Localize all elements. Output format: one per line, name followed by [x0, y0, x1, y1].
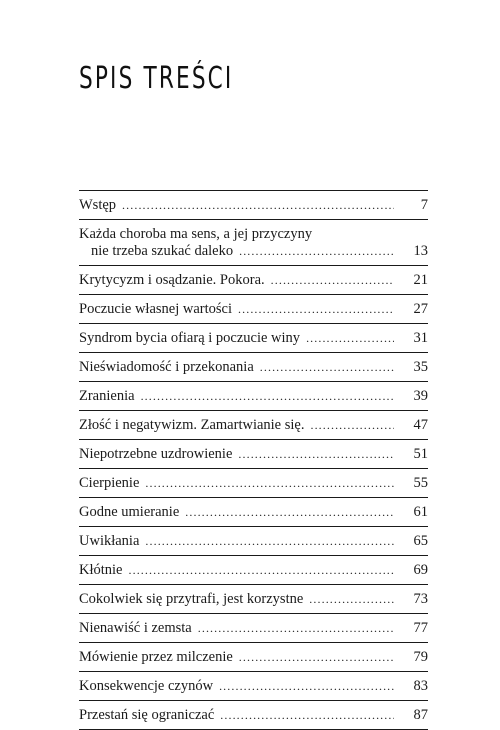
toc-entry-page: 87 [413, 707, 428, 723]
toc-entry-title: Nieświadomość i przekonania [79, 359, 254, 375]
toc-entry [79, 469, 428, 498]
toc-entry [79, 190, 428, 220]
toc-entry-page: 83 [413, 678, 428, 694]
toc-entry-title: Mówienie przez milczenie [79, 649, 233, 665]
toc-entry-page: 61 [413, 504, 428, 520]
toc-leader-dots [271, 272, 394, 289]
toc-entry-title: Cierpienie [79, 475, 140, 491]
toc-entry-title: Nienawiść i zemsta [79, 620, 192, 636]
toc-entry-title: Krytycyzm i osądzanie. Pokora. [79, 272, 265, 288]
toc-entry-title: Kłótnie [79, 562, 123, 578]
toc-entry-page: 31 [413, 330, 428, 346]
toc-entry [79, 382, 428, 411]
toc-entry-page: 79 [413, 649, 428, 665]
toc-leader-dots [239, 243, 394, 260]
toc-entry [79, 527, 428, 556]
toc-entry-page: 35 [413, 359, 428, 375]
toc-leader-dots [145, 533, 394, 550]
toc-entry [79, 266, 428, 295]
toc-entry-page: 69 [413, 562, 428, 578]
toc-leader-dots [219, 678, 394, 695]
toc-leader-dots [141, 388, 394, 405]
toc-entry-page: 47 [413, 417, 428, 433]
toc-entry-page: 65 [413, 533, 428, 549]
toc-leader-dots [129, 562, 395, 579]
toc-leader-dots [260, 359, 394, 376]
toc-entry [79, 220, 428, 266]
toc-entry-page: 77 [413, 620, 428, 636]
toc-leader-dots [238, 446, 394, 463]
toc-entry-title: Niepotrzebne uzdrowienie [79, 446, 233, 462]
toc-entry [79, 498, 428, 527]
page-title: SPIS TREŚCI [79, 61, 234, 96]
toc-entry [79, 440, 428, 469]
toc-leader-dots [185, 504, 394, 521]
toc-leader-dots [239, 649, 394, 666]
toc-entry-title: Syndrom bycia ofiarą i poczucie winy [79, 330, 301, 346]
toc-leader-dots [306, 330, 394, 347]
toc-entry-page: 27 [413, 301, 428, 317]
toc-entry [79, 295, 428, 324]
toc-entry-page: 73 [413, 591, 428, 607]
toc-entry-page: 55 [413, 475, 428, 491]
toc-entry-title: Wstęp [79, 197, 117, 213]
toc-leader-dots [220, 707, 394, 724]
toc-entry-title: Uwikłania [79, 533, 140, 549]
toc-leader-dots [310, 417, 394, 434]
toc-entry-title: Złość i negatywizm. Zamartwianie się. [79, 417, 305, 433]
toc-entry-page: 39 [413, 388, 428, 404]
toc-entry-title: Zranienia [79, 388, 135, 404]
toc-entry-title: Przestań się ograniczać [79, 707, 215, 723]
table-of-contents [79, 190, 428, 730]
toc-entry-title-continuation: nie trzeba szukać daleko [91, 243, 234, 259]
toc-entry-title: Poczucie własnej wartości [79, 301, 233, 317]
toc-entry [79, 556, 428, 585]
toc-entry [79, 411, 428, 440]
toc-leader-dots [309, 591, 394, 608]
toc-entry [79, 585, 428, 614]
toc-entry [79, 643, 428, 672]
toc-entry [79, 672, 428, 701]
toc-entry-title: Konsekwencje czynów [79, 678, 214, 694]
toc-leader-dots [238, 301, 394, 318]
toc-entry-title: Godne umieranie [79, 504, 180, 520]
toc-entry-page: 7 [420, 197, 428, 213]
toc-entry-page: 51 [413, 446, 428, 462]
toc-entry-page: 13 [413, 243, 428, 259]
toc-leader-dots [198, 620, 394, 637]
toc-entry [79, 701, 428, 730]
toc-entry-page: 21 [413, 272, 428, 288]
toc-entry-title: Cokolwiek się przytrafi, jest korzystne [79, 591, 304, 607]
toc-entry-title: Każda choroba ma sens, a jej przyczyny [79, 226, 313, 242]
toc-entry [79, 614, 428, 643]
toc-entry [79, 324, 428, 353]
toc-leader-dots [145, 475, 394, 492]
toc-entry [79, 353, 428, 382]
toc-leader-dots [122, 197, 394, 214]
